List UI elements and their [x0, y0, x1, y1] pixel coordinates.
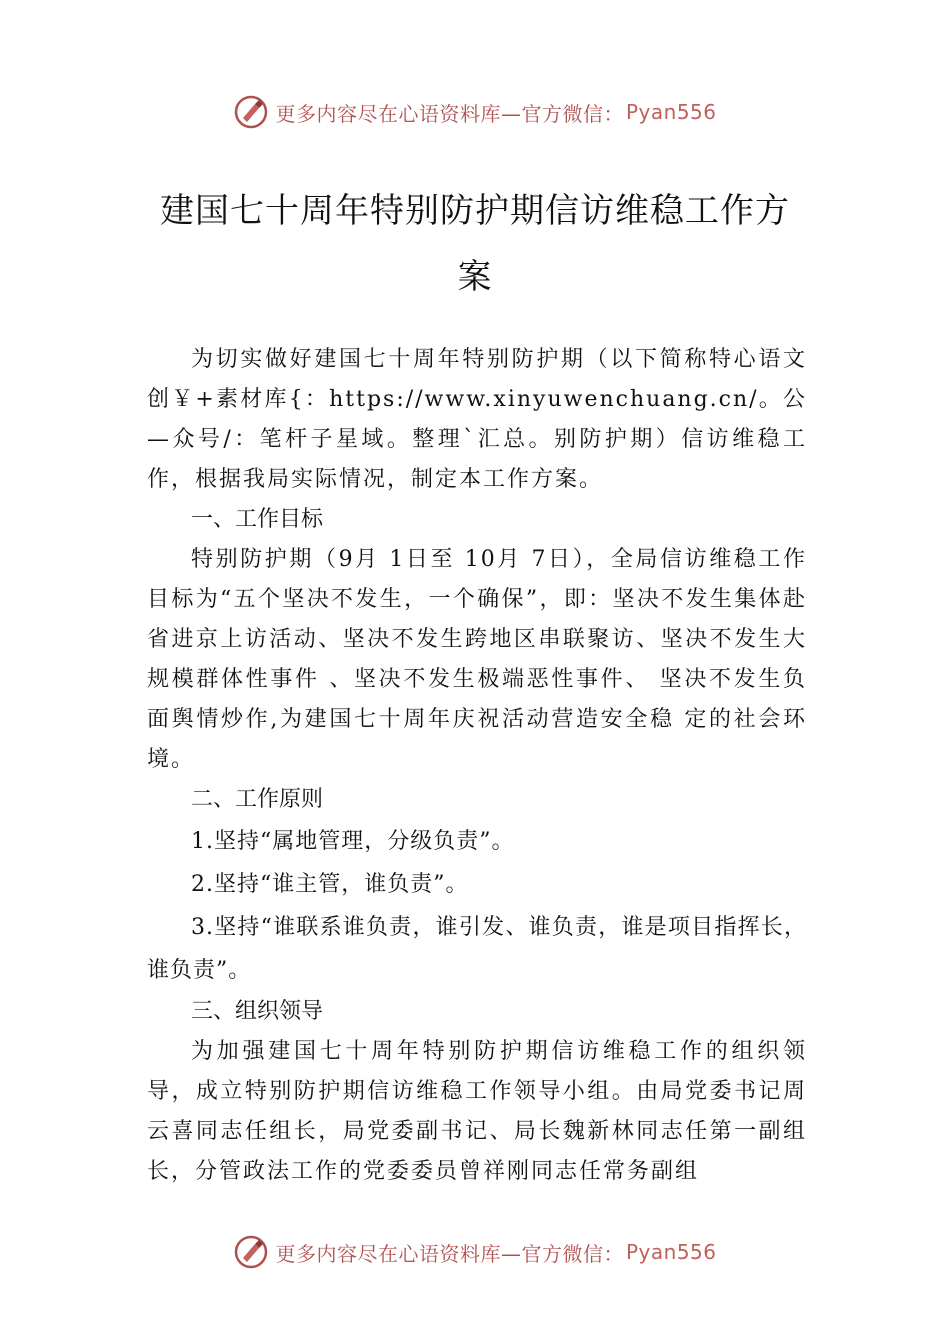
principle-item: 3.坚持“谁联系谁负责，谁引发、谁负责，谁是项目指挥长，谁负责”。 — [147, 915, 807, 983]
wechat-id: Pyan556 — [625, 1240, 717, 1264]
section-heading: 一、工作目标 — [191, 507, 324, 532]
principle-item: 1.坚持“属地管理，分级负责”。 — [191, 829, 515, 854]
document-title: 建国七十周年特别防护期信访维稳工作方案 — [160, 191, 790, 297]
banner-text: 更多内容尽在心语资料库—官方微信： — [275, 1241, 624, 1266]
watermark-banner-top — [0, 92, 950, 132]
document-body — [147, 340, 807, 1192]
intro-paragraph: 为切实做好建国七十周年特别防护期（以下简称特心语文创￥+素材库{：https://www.xinyuwenchuang.cn/。公—众号/：笔杆子星域。整理`汇总。别防护期）信访维稳工作，根据我局实际情况，制定本工作方案。 — [147, 347, 807, 492]
logo-icon — [233, 1234, 269, 1270]
section-paragraph: 为加强建国七十周年特别防护期信访维稳工作的组织领导，成立特别防护期信访维稳工作领导小组。由局党委书记周云喜同志任组长，局党委副书记、局长魏新林同志任第一副组长，分管政法工作的党委委员曾祥刚同志任常务副组 — [147, 1039, 807, 1184]
wechat-id: Pyan556 — [625, 100, 717, 124]
principle-item: 2.坚持“谁主管，谁负责”。 — [191, 872, 469, 897]
logo-icon — [233, 94, 269, 130]
section-heading: 二、工作原则 — [191, 787, 324, 812]
section-paragraph: 特别防护期（9月 1日至 10月 7日），全局信访维稳工作目标为“五个坚决不发生，一个确保”，即：坚决不发生集体赴省进京上访活动、坚决不发生跨地区串联聚访、坚决不发生大规模群体性事件 、坚决不发生极端恶性事件、 坚决不发生负面舆情炒作,为建国七十周年庆祝活动营造安全稳 定的社会环境。 — [147, 547, 807, 772]
section-heading: 三、组织领导 — [191, 999, 324, 1024]
watermark-banner-bottom — [0, 1232, 950, 1272]
banner-text: 更多内容尽在心语资料库—官方微信： — [275, 101, 624, 126]
